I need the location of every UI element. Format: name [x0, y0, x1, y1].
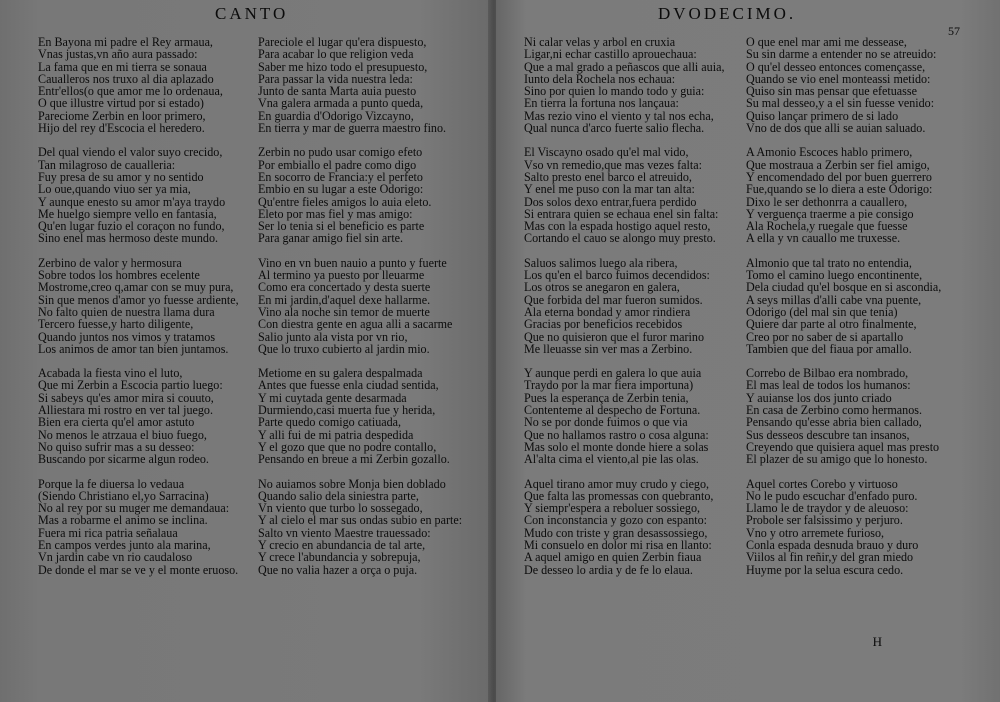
- verse-line: A aquel amigo en quien Zerbin fiaua: [524, 550, 702, 565]
- verse-line: Mas a robarme el animo se inclina.: [38, 513, 208, 528]
- stanza: [38, 146, 239, 244]
- verse-line: Qual nunca d'arco fuerte salio flecha.: [524, 121, 705, 136]
- verse-line: Pensando qu'esse abria bien callado,: [746, 415, 922, 430]
- left-column-1: [38, 36, 239, 588]
- verse-line: Traydo por la mar fiera importuna): [524, 378, 694, 393]
- verse-line: Buscando por sicarme algun rodeo.: [38, 452, 209, 467]
- verse-line: Qu'en lugar fuzio el coraçon no fundo,: [38, 219, 225, 234]
- verse-line: Dela ciudad qu'el bosque en si ascondia,: [746, 280, 942, 295]
- verse-line: O que enel mar ami me dessease,: [746, 35, 907, 49]
- verse-line: Y siempr'espera a reboluer sossiego,: [524, 501, 701, 516]
- verse-line: Me huelgo siempre vello en fantasia,: [38, 206, 217, 221]
- stanza: [258, 146, 462, 244]
- verse-line: En campos verdes junto ala marina,: [38, 537, 211, 552]
- verse-line: Y aunque perdi en galera lo que auia: [524, 366, 702, 381]
- stanza: [524, 478, 724, 576]
- stanza: [746, 367, 941, 465]
- verse-line: Qu'entre fieles amigos lo auia eleto.: [258, 194, 432, 209]
- running-head-right: DVODECIMO.: [658, 4, 797, 23]
- verse-line: Vna galera armada a punto queda,: [258, 96, 424, 111]
- verse-line: Que falta las promessas con quebranto,: [524, 488, 714, 503]
- stanza: [524, 36, 724, 134]
- verse-line: Que lo truxo cubierto al jardin mio.: [258, 341, 430, 356]
- verse-line: Sino enel mas hermoso deste mundo.: [38, 231, 219, 246]
- verse-line: Probole ser falsissimo y perjuro.: [746, 513, 903, 528]
- verse-line: No falto quien de nuestra llama dura: [38, 304, 215, 319]
- verse-line: Me lleuasse sin ver mas a Zerbino.: [524, 341, 693, 356]
- verse-line: Como era concertado y desta suerte: [258, 280, 431, 295]
- verse-line: Que mostraua a Zerbin ser fiel amigo,: [746, 157, 930, 172]
- verse-line: Quando se vio enel monteassi metido:: [746, 71, 931, 86]
- verse-line: Creyendo que quisiera aquel mas presto: [746, 439, 940, 454]
- stanza: [38, 367, 239, 465]
- verse-line: De donde el mar se ve y el monte eruoso.: [38, 562, 239, 577]
- verse-line: Ala eterna bondad y amor rindiera: [524, 304, 691, 319]
- verse-line: Vnas justas,vn año aura passado:: [38, 47, 198, 62]
- stanza: [38, 257, 239, 355]
- verse-line: Dixo le ser dethonrra a cauallero,: [746, 194, 908, 209]
- verse-line: A seys millas d'alli cabe vna puente,: [746, 292, 922, 307]
- verse-line: En socorro de Francia:y el perfeto: [258, 169, 423, 184]
- stanza: [746, 36, 941, 134]
- verse-line: Sus desseos descubre tan insanos,: [746, 427, 910, 442]
- verse-line: En tierra la fortuna nos lançaua:: [524, 96, 679, 111]
- verse-line: En Bayona mi padre el Rey armaua,: [38, 35, 213, 49]
- right-column-1: [524, 36, 724, 588]
- verse-line: Saber me hizo todo el presupuesto,: [258, 59, 428, 74]
- right-page: [496, 0, 1000, 702]
- stanza: [38, 478, 239, 576]
- verse-line: O que illustre virtud por si estado): [38, 96, 204, 111]
- verse-line: Que forbida del mar fueron sumidos.: [524, 292, 703, 307]
- verse-line: Mi consuelo en dolor mi risa en llanto:: [524, 537, 712, 552]
- verse-line: Vno de dos que alli se auian saluado.: [746, 121, 926, 136]
- verse-line: A ella y vn cauallo me truxesse.: [746, 231, 901, 246]
- verse-line: Y crece l'abundancia y sobrepuja,: [258, 550, 421, 565]
- verse-line: Quiere dar parte al otro finalmente,: [746, 317, 917, 332]
- verse-line: En mi jardin,d'aquel dexe hallarme.: [258, 292, 431, 307]
- stanza: [258, 478, 462, 576]
- verse-line: No se por donde fuimos o que via: [524, 415, 688, 430]
- verse-line: En guardia d'Odorigo Vizcayno,: [258, 108, 414, 123]
- verse-line: Que no quisieron que el furor marino: [524, 329, 705, 344]
- verse-line: El mas leal de todos los humanos:: [746, 378, 911, 393]
- verse-line: Y mi cuytada gente desarmada: [258, 390, 407, 405]
- verse-line: Aquel cortes Corebo y virtuoso: [746, 476, 898, 491]
- verse-line: Porque la fe diuersa lo vedaua: [38, 476, 185, 491]
- verse-line: Embio en su lugar a este Odorigo:: [258, 182, 424, 197]
- stanza: [258, 367, 462, 465]
- verse-line: Y al cielo el mar sus ondas subio en parte:: [258, 513, 463, 528]
- verse-line: Pareciole el lugar qu'era dispuesto,: [258, 35, 427, 49]
- stanza: [524, 257, 724, 355]
- verse-line: Quando salio dela siniestra parte,: [258, 488, 419, 503]
- left-column-2: [258, 36, 462, 588]
- verse-line: Y el gozo que que no podre contallo,: [258, 439, 437, 454]
- verse-line: Mas rezio vino el viento y tal nos echa,: [524, 108, 714, 123]
- verse-line: Vso vn remedio,que mas vezes falta:: [524, 157, 702, 172]
- verse-line: Ser lo tenia si el beneficio es parte: [258, 219, 425, 234]
- verse-line: Y alli fui de mi patria despedida: [258, 427, 414, 442]
- verse-line: Correbo de Bilbao era nombrado,: [746, 366, 909, 381]
- stanza: [258, 257, 462, 355]
- verse-line: Vno y otro arremete furioso,: [746, 525, 885, 540]
- verse-line: Que a mal grado a peñascos que alli auia,: [524, 59, 725, 74]
- verse-line: Si entrara quien se echaua enel sin falta:: [524, 206, 719, 221]
- verse-line: En casa de Zerbino como hermanos.: [746, 403, 922, 418]
- verse-line: Ligar,ni echar castillo aprouechaua:: [524, 47, 697, 62]
- verse-line: Pensando en breue a mi Zerbin gozallo.: [258, 452, 450, 467]
- verse-line: (Siendo Christiano el,yo Sarracina): [38, 488, 209, 503]
- verse-line: Y crecio en abundancia de tal arte,: [258, 537, 426, 552]
- verse-line: No quiso sufrir mas a su desseo:: [38, 439, 195, 454]
- verse-line: Sin que menos d'amor yo fuesse ardiente,: [38, 292, 239, 307]
- verse-line: De desseo lo ardia y de fe lo elaua.: [524, 562, 693, 577]
- verse-line: Eleto por mas fiel y mas amigo:: [258, 206, 413, 221]
- verse-line: Vn jardin cabe vn rio caudaloso: [38, 550, 193, 565]
- verse-line: Con diestra gente en agua alli a sacarme: [258, 317, 453, 332]
- verse-line: Del qual viendo el valor suyo crecido,: [38, 145, 223, 160]
- stanza: [38, 36, 239, 134]
- verse-line: Fuy presa de su amor y no sentido: [38, 169, 204, 184]
- stanza: [258, 36, 462, 134]
- verse-line: Conla espada desnuda brauo y duro: [746, 537, 919, 552]
- verse-line: Ala Rochela,y ruegale que fuesse: [746, 219, 908, 234]
- verse-line: Vino ala noche sin temor de muerte: [258, 304, 430, 319]
- verse-line: No al rey por su muger me demandaua:: [38, 501, 230, 516]
- verse-line: Los qu'en el barco fuimos decendidos:: [524, 268, 710, 283]
- verse-line: Vino en vn buen nauio a punto y fuerte: [258, 255, 447, 270]
- verse-line: Junto de santa Marta auia puesto: [258, 84, 417, 99]
- verse-line: Mostrome,creo q,amar con se muy pura,: [38, 280, 234, 295]
- verse-line: Los animos de amor tan bien juntamos.: [38, 341, 229, 356]
- verse-line: Sino por quien lo mando todo y guia:: [524, 84, 705, 99]
- verse-line: No auiamos sobre Monja bien doblado: [258, 476, 446, 491]
- verse-line: O qu'el desseo entonces començasse,: [746, 59, 926, 74]
- stanza: [746, 257, 941, 355]
- verse-line: Quando juntos nos vimos y tratamos: [38, 329, 216, 344]
- verse-line: Vn viento que turbo lo sossegado,: [258, 501, 423, 516]
- verse-line: Si sabeys qu'es amor mira si couuto,: [38, 390, 214, 405]
- verse-line: Bien era cierta qu'el amor astuto: [38, 415, 195, 430]
- verse-line: Pues la esperança de Zerbin tenia,: [524, 390, 689, 405]
- stanza: [524, 367, 724, 465]
- verse-line: Para ganar amigo fiel sin arte.: [258, 231, 404, 246]
- verse-line: Tercero fuesse,y harto diligente,: [38, 317, 194, 332]
- verse-line: El Viscayno osado qu'el mal vido,: [524, 145, 689, 160]
- verse-line: Almonio que tal trato no entendia,: [746, 255, 912, 270]
- verse-line: Aquel tirano amor muy crudo y ciego,: [524, 476, 710, 491]
- verse-line: Los otros se anegaron en galera,: [524, 280, 680, 295]
- verse-line: Tomo el camino luego encontinente,: [746, 268, 923, 283]
- verse-line: Acabada la fiesta vino el luto,: [38, 366, 183, 381]
- verse-line: Salio junto ala vista por vn rio,: [258, 329, 408, 344]
- verse-line: Alliestara mi rostro en ver tal juego.: [38, 403, 213, 418]
- verse-line: Y encomendado del por buen guerrero: [746, 169, 932, 184]
- verse-line: No menos le atrzaua el biuo fuego,: [38, 427, 207, 442]
- verse-line: Tan milagroso de caualleria:: [38, 157, 176, 172]
- verse-line: Salto vn viento Maestre trauessado:: [258, 525, 431, 540]
- verse-line: Que no hallamos rastro o cosa alguna:: [524, 427, 709, 442]
- verse-line: Y aunque enesto su amor m'aya traydo: [38, 194, 226, 209]
- verse-line: Mudo con triste y gran desassossiego,: [524, 525, 708, 540]
- verse-line: Zerbin no pudo usar comigo efeto: [258, 145, 423, 160]
- left-page: [0, 0, 492, 702]
- verse-line: No le pudo escuchar d'enfado puro.: [746, 488, 918, 503]
- verse-line: Su sin darme a entender no se atreuido:: [746, 47, 937, 62]
- verse-line: Zerbino de valor y hermosura: [38, 255, 182, 270]
- verse-line: A Amonio Escoces hablo primero,: [746, 145, 913, 160]
- verse-line: Mas con la espada hostigo aquel resto,: [524, 219, 711, 234]
- signature-mark: H: [872, 634, 882, 649]
- verse-line: Caualleros nos truxo al dia aplazado: [38, 71, 214, 86]
- verse-line: Fuera mi rica patria señalaua: [38, 525, 178, 540]
- verse-line: Viilos al fin reñir,y del gran miedo: [746, 550, 914, 565]
- verse-line: Dos solos dexo entrar,fuera perdido: [524, 194, 697, 209]
- verse-line: Entr'ellos(o que amor me lo ordenaua,: [38, 84, 223, 99]
- verse-line: Para passar la vida nuestra leda:: [258, 71, 413, 86]
- running-head-left: CANTO: [215, 4, 289, 23]
- verse-line: Parte quedo comigo catiuada,: [258, 415, 402, 430]
- right-column-2: [746, 36, 941, 588]
- verse-line: Hijo del rey d'Escocia el heredero.: [38, 121, 205, 136]
- verse-line: Contenteme al despecho de Fortuna.: [524, 403, 701, 418]
- verse-line: Pareciome Zerbin en loor primero,: [38, 108, 206, 123]
- verse-line: Su mal desseo,y a el sin fuesse venido:: [746, 96, 935, 111]
- verse-line: Por embiallo el padre como digo: [258, 157, 417, 172]
- verse-line: Lo oue,quando viuo ser ya mia,: [38, 182, 191, 197]
- verse-line: Salto presto enel barco el atreuido,: [524, 169, 692, 184]
- verse-line: Sobre todos los hombres ecelente: [38, 268, 200, 283]
- verse-line: Odorigo (del mal sin que tenia): [746, 304, 898, 319]
- verse-line: Llamo le de traydor y de aleuoso:: [746, 501, 909, 516]
- verse-line: La fama que en mi tierra se sonaua: [38, 59, 207, 74]
- verse-line: El plazer de su amigo que lo honesto.: [746, 452, 928, 467]
- verse-line: Y auianse los dos junto criado: [746, 390, 892, 405]
- verse-line: Que mi Zerbin a Escocia partio luego:: [38, 378, 223, 393]
- verse-line: Creo por no saber de si apartallo: [746, 329, 904, 344]
- stanza: [746, 478, 941, 576]
- verse-line: Quiso lançar primero de si lado: [746, 108, 899, 123]
- verse-line: Gracias por beneficios recebidos: [524, 317, 683, 332]
- verse-line: Durmiendo,casi muerta fue y herida,: [258, 403, 436, 418]
- verse-line: Antes que fuesse enla ciudad sentida,: [258, 378, 439, 393]
- verse-line: Metiome en su galera despalmada: [258, 366, 423, 381]
- stanza: [746, 146, 941, 244]
- verse-line: Saluos salimos luego ala ribera,: [524, 255, 678, 270]
- page-number: 57: [948, 24, 960, 38]
- verse-line: Ni calar velas y arbol en cruxia: [524, 35, 676, 49]
- verse-line: Huyme por la selua escura cedo.: [746, 562, 904, 577]
- verse-line: Que no valia hazer a orça o puja.: [258, 562, 418, 577]
- verse-line: Al'alta cima el viento,al pie las olas.: [524, 452, 699, 467]
- verse-line: Fue,quando se lo diera a este Odorigo:: [746, 182, 933, 197]
- verse-line: Y enel me puso con la mar tan alta:: [524, 182, 695, 197]
- verse-line: Cortando el cauo se alongo muy presto.: [524, 231, 716, 246]
- verse-line: Tambien que del fiaua por amallo.: [746, 341, 912, 356]
- verse-line: Para acabar lo que religion veda: [258, 47, 414, 62]
- verse-line: Quiso sin mas pensar que efetuasse: [746, 84, 917, 99]
- stanza: [524, 146, 724, 244]
- verse-line: Mas solo el monte donde hiere a solas: [524, 439, 709, 454]
- verse-line: En tierra y mar de guerra maestro fino.: [258, 121, 447, 136]
- verse-line: Y verguença traerme a pie consigo: [746, 206, 914, 221]
- verse-line: Al termino ya puesto por lleuarme: [258, 268, 425, 283]
- verse-line: Con inconstancia y gozo con espanto:: [524, 513, 708, 528]
- verse-line: Iunto dela Rochela nos echaua:: [524, 71, 676, 86]
